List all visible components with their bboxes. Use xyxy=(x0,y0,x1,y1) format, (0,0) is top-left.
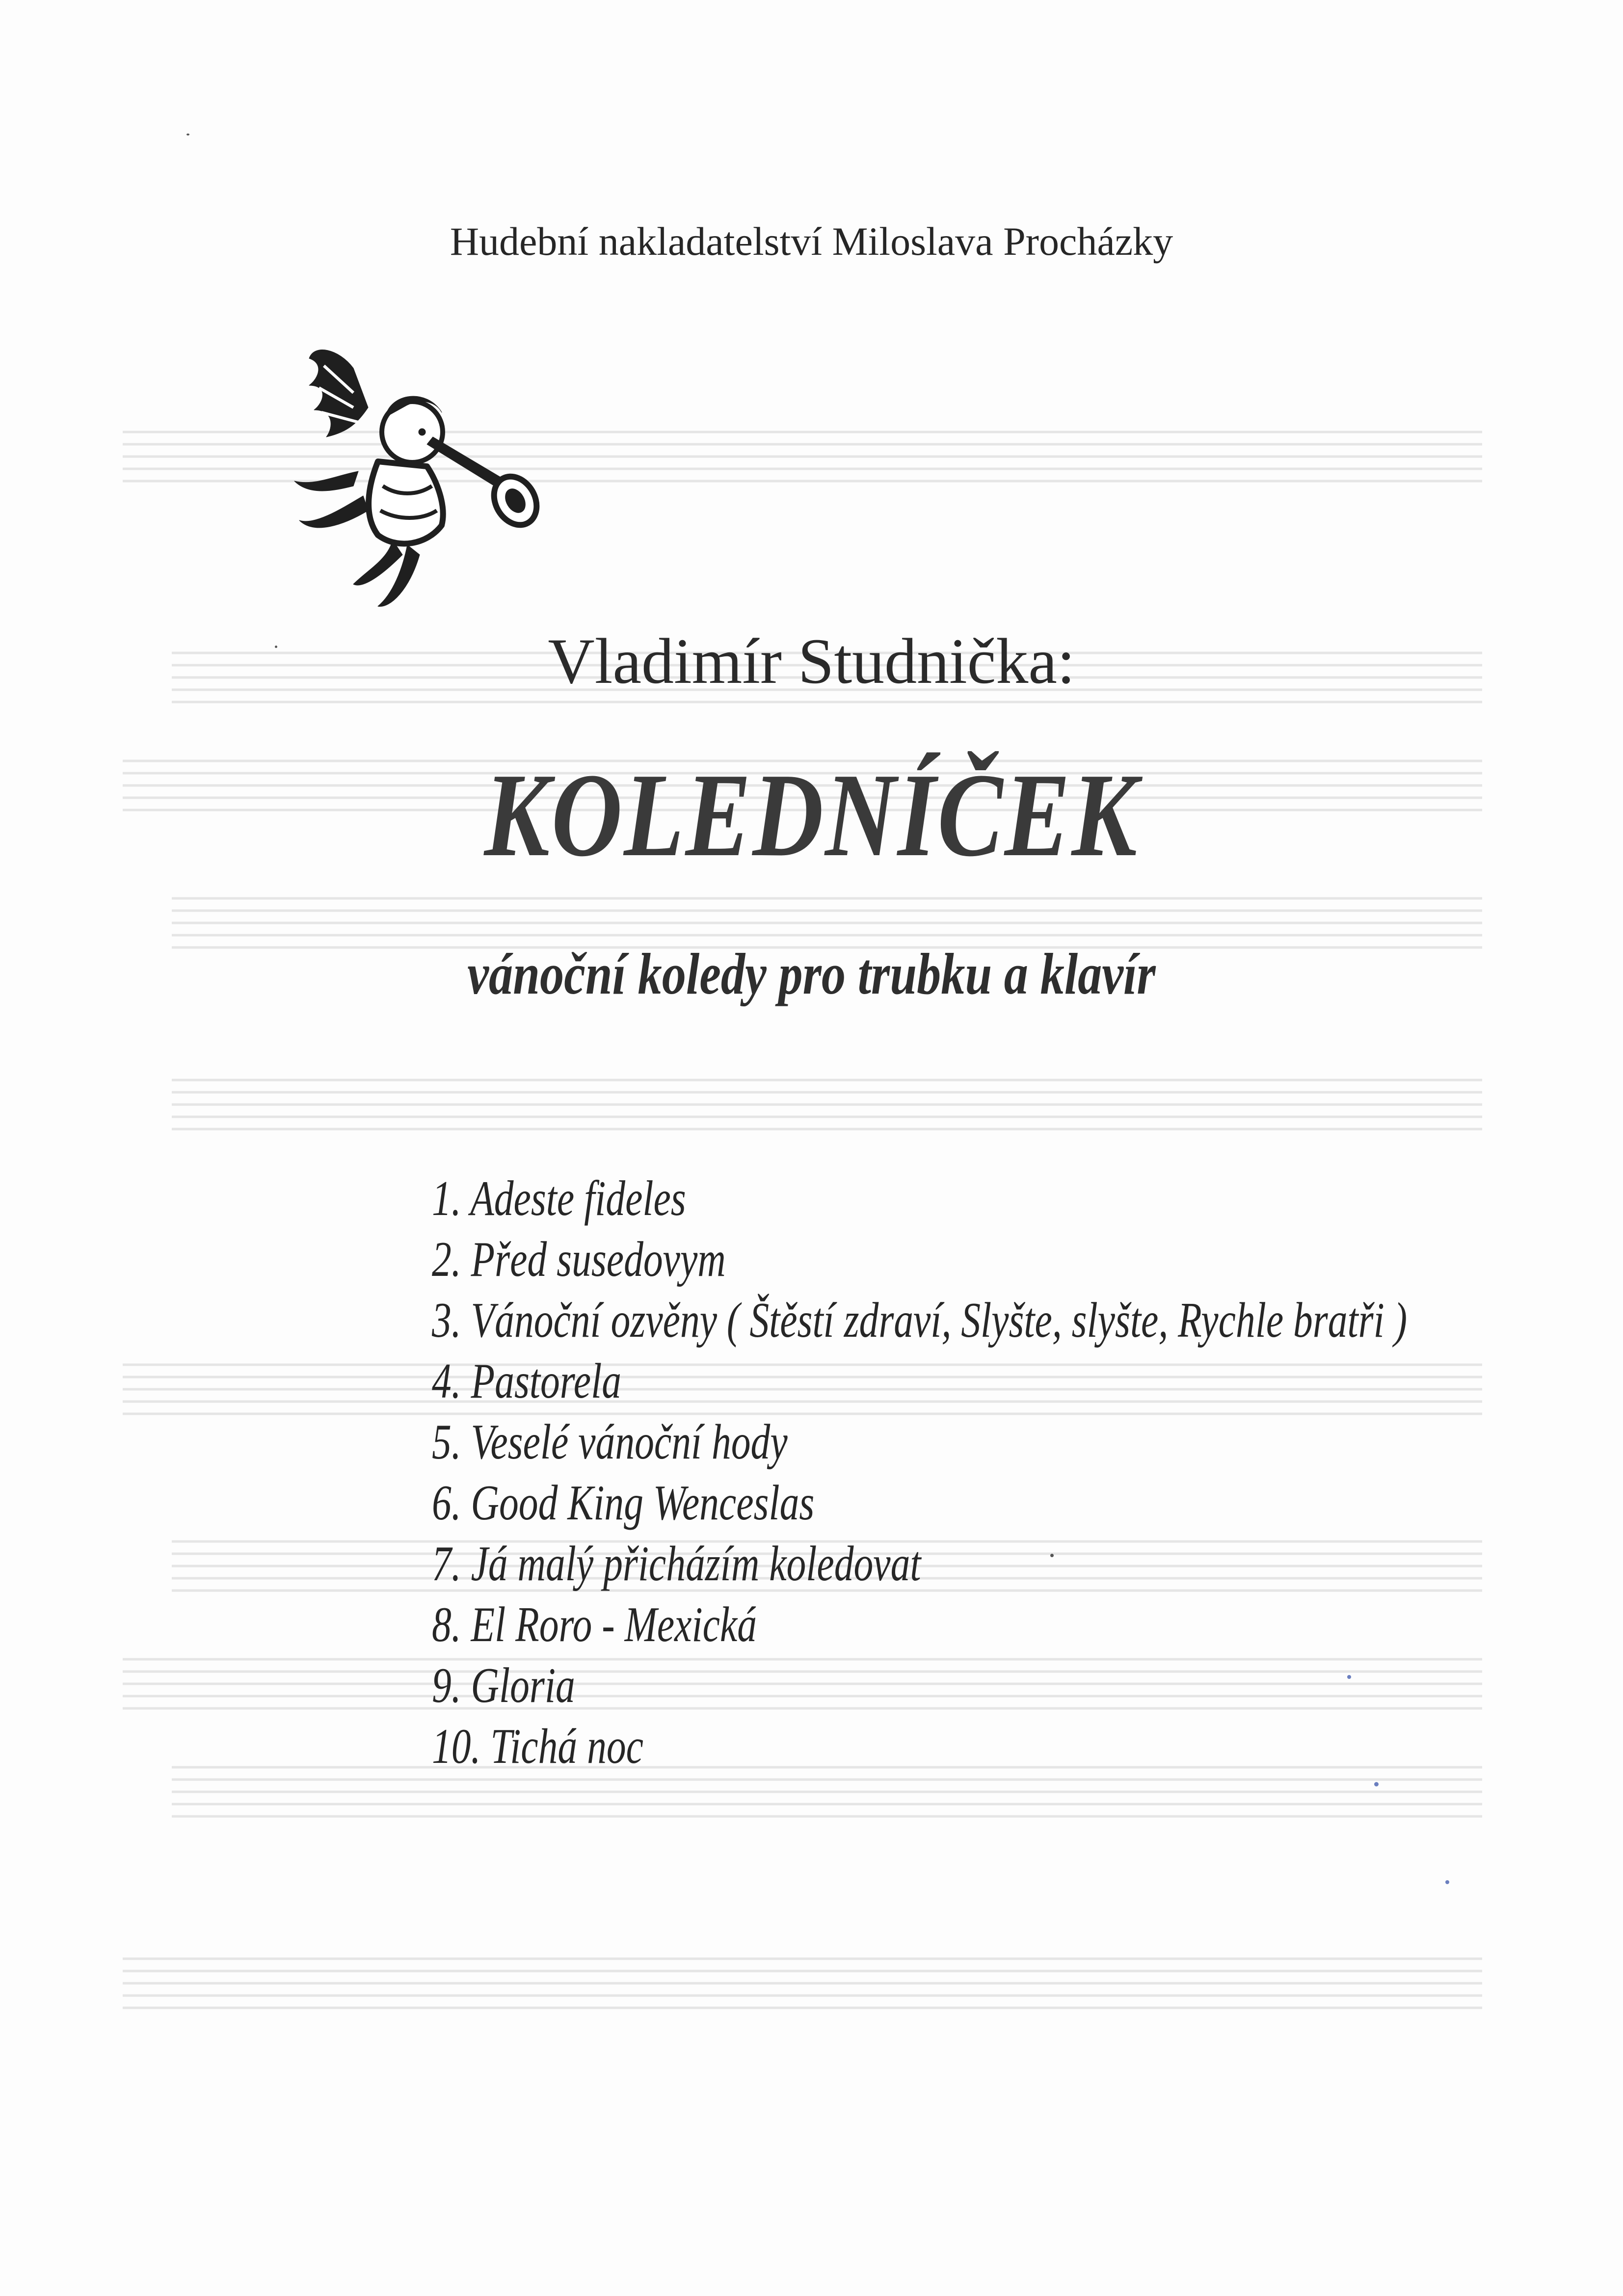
list-item: 3. Vánoční ozvěny ( Štěstí zdraví, Slyšte, slyšte, Rychle bratři ) xyxy=(432,1293,1408,1348)
dust-speck xyxy=(1445,1880,1449,1884)
dust-speck xyxy=(186,134,189,135)
list-item: 1. Adeste fideles xyxy=(432,1171,686,1226)
list-item: 5. Veselé vánoční hody xyxy=(432,1414,788,1470)
composer-name: Vladimír Studnička: xyxy=(548,625,1075,697)
list-item: 4. Pastorela xyxy=(432,1353,621,1409)
list-item: 2. Před susedovym xyxy=(432,1232,726,1287)
dust-speck xyxy=(1050,1554,1054,1557)
list-item: 10. Tichá noc xyxy=(432,1719,643,1774)
list-item: 9. Gloria xyxy=(432,1658,575,1713)
dust-speck xyxy=(1374,1782,1379,1786)
dust-speck xyxy=(275,646,277,648)
page-subtitle: vánoční koledy pro trubku a klavír xyxy=(467,941,1156,1006)
list-item: 7. Já malý přicházím koledovat xyxy=(432,1536,921,1592)
angel-trumpet-icon xyxy=(280,339,545,614)
contents-list xyxy=(432,1168,1623,1777)
list-item: 8. El Roro - Mexická xyxy=(432,1597,757,1652)
dust-speck xyxy=(1347,1675,1351,1679)
page-title: KOLEDNÍČEK xyxy=(484,749,1139,881)
publisher-name: Hudební nakladatelství Miloslava Procházky xyxy=(450,219,1173,264)
list-item: 6. Good King Wenceslas xyxy=(432,1475,815,1531)
